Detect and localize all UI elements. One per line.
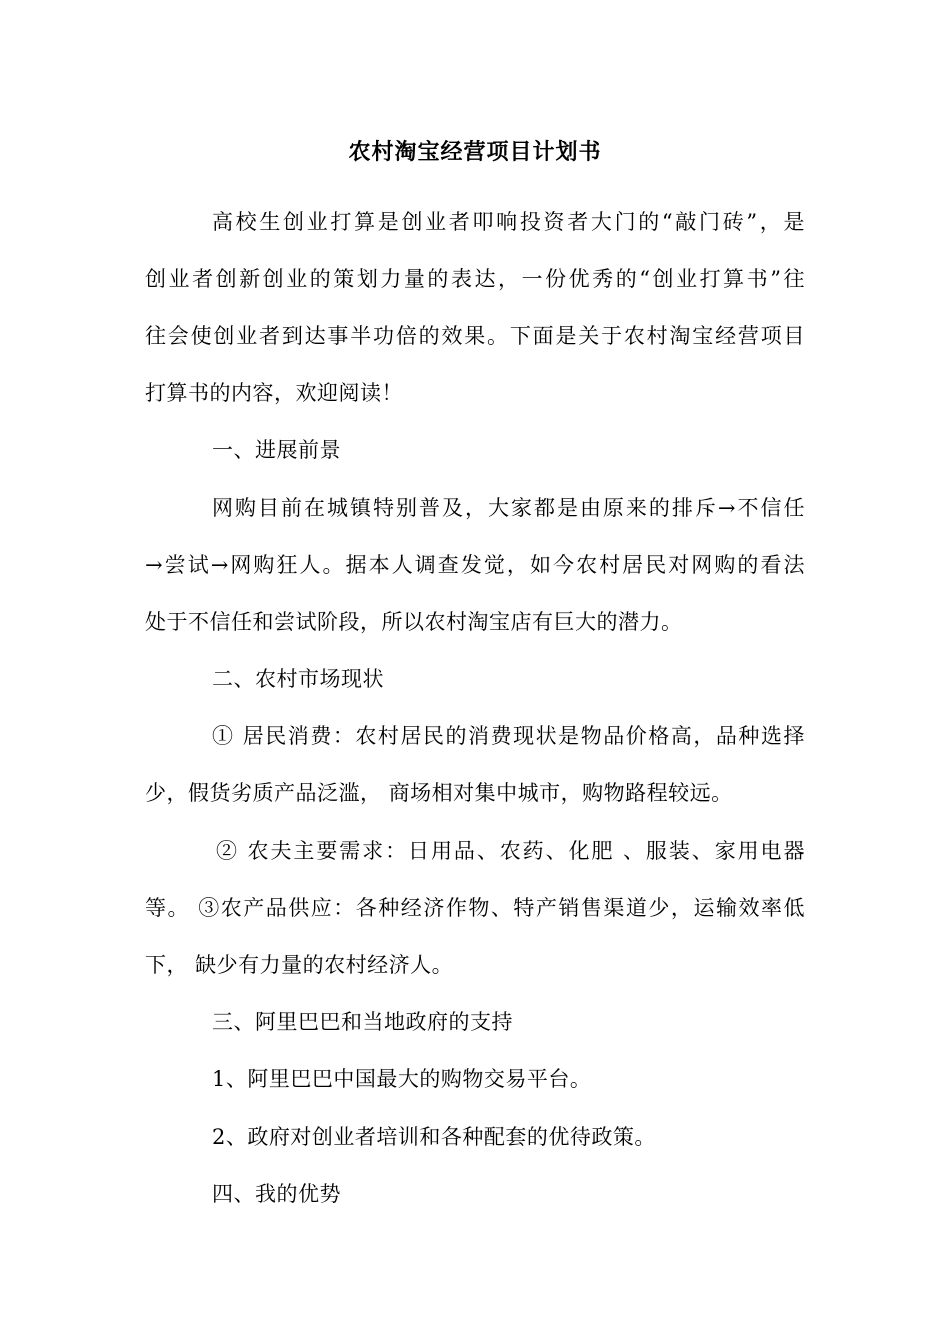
- paragraph-line: 等。 ③农产品供应：各种经济作物、特产销售渠道少，运输效率低: [145, 896, 805, 920]
- section-heading: 二、农村市场现状: [212, 667, 384, 691]
- document-title: 农村淘宝经营项目计划书: [348, 139, 602, 165]
- paragraph-line: ① 居民消费：农村居民的消费现状是物品价格高，品种选择: [212, 724, 805, 748]
- paragraph-line: 高校生创业打算是创业者叩响投资者大门的“敲门砖”，是: [212, 210, 805, 234]
- section-heading: 三、阿里巴巴和当地政府的支持: [212, 1010, 513, 1034]
- list-item: 2、政府对创业者培训和各种配套的优待政策。: [212, 1125, 656, 1149]
- paragraph-line: 网购目前在城镇特别普及，大家都是由原来的排斥→不信任: [212, 496, 805, 520]
- paragraph-line: →尝试→网购狂人。据本人调查发觉，如今农村居民对网购的看法: [145, 553, 805, 577]
- paragraph-line: 往会使创业者到达事半功倍的效果。下面是关于农村淘宝经营项目: [145, 324, 805, 348]
- paragraph-line: 打算书的内容，欢迎阅读！: [145, 381, 403, 405]
- paragraph-line: 下， 缺少有力量的农村经济人。: [145, 953, 454, 977]
- paragraph-line: 创业者创新创业的策划力量的表达，一份优秀的“创业打算书”往: [145, 267, 805, 291]
- paragraph-line: 少，假货劣质产品泛滥， 商场相对集中城市，购物路程较远。: [145, 781, 733, 805]
- paragraph-line: 处于不信任和尝试阶段，所以农村淘宝店有巨大的潜力。: [145, 610, 683, 634]
- section-heading: 一、进展前景: [212, 438, 341, 462]
- section-heading: 四、我的优势: [212, 1182, 341, 1206]
- paragraph-line: ② 农夫主要需求：日用品、农药、化肥 、服装、家用电器: [216, 839, 805, 863]
- list-item: 1、阿里巴巴中国最大的购物交易平台。: [212, 1067, 592, 1091]
